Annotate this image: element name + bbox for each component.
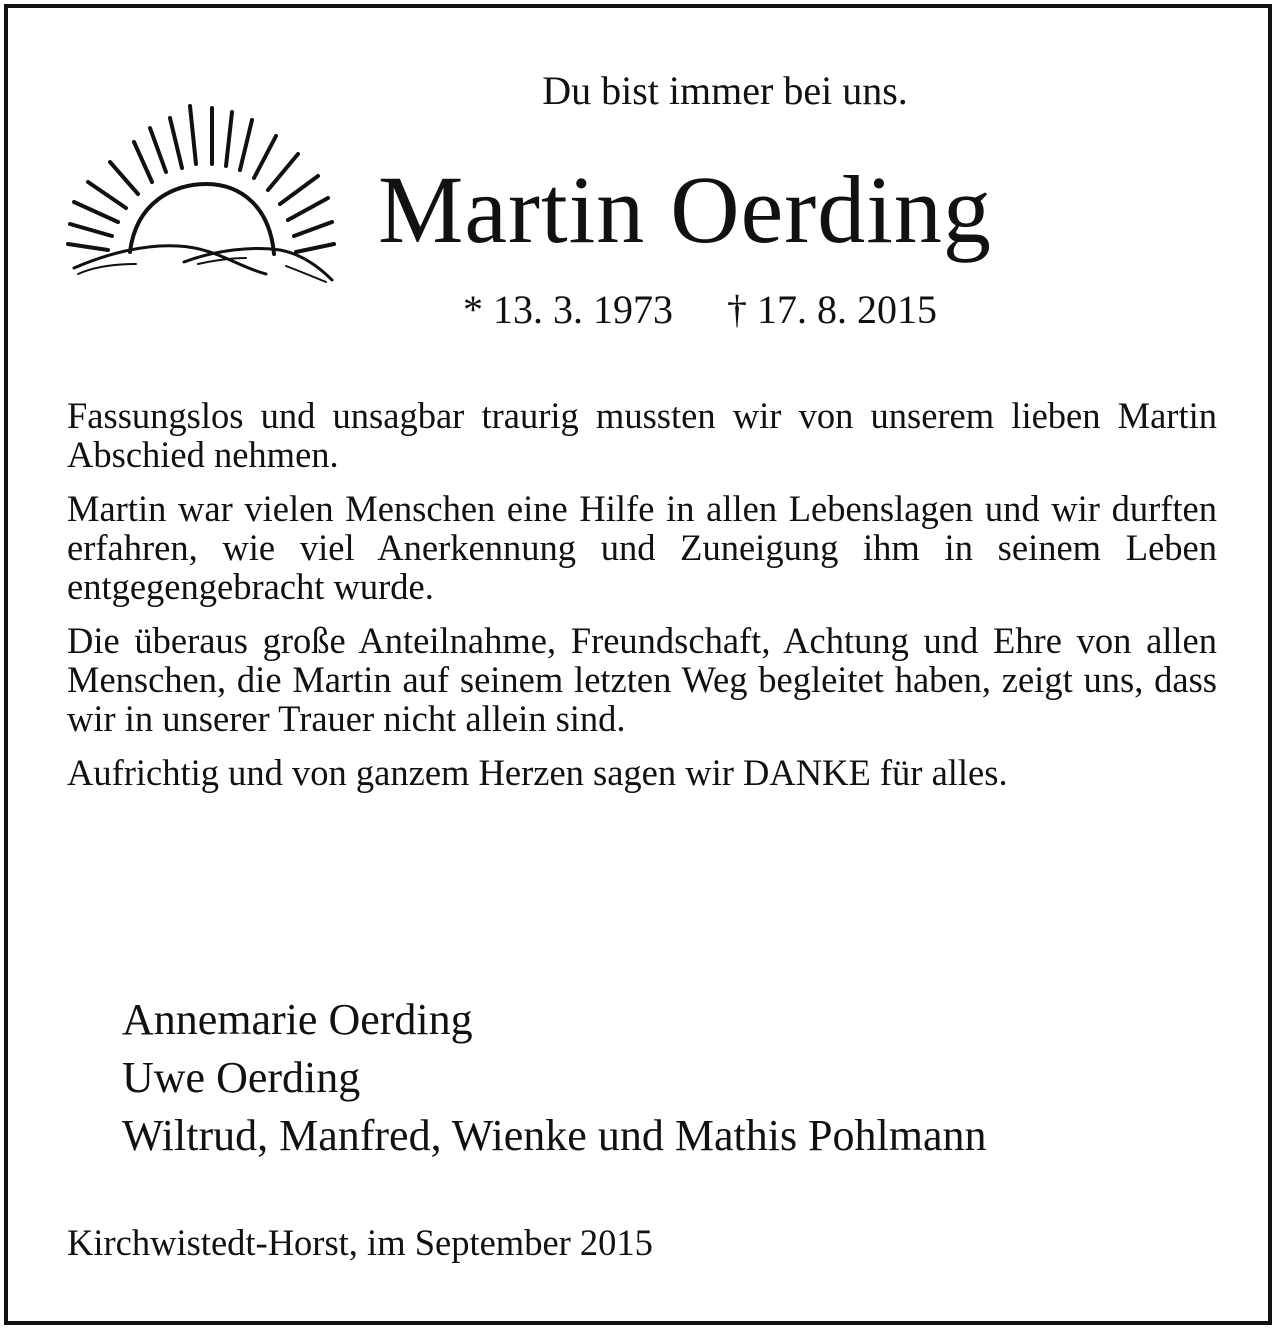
deceased-name: Martin Oerding	[378, 156, 992, 263]
paragraph: Die überaus große Anteilnahme, Freundschaft, Achtung und Ehre von allen Menschen, die Martin auf seinem letzten Weg begleitet haben, zeigt uns, dass wir in unserer Trauer nicht allein sind.	[67, 620, 1217, 739]
birth-date: * 13. 3. 1973	[463, 287, 673, 332]
rising-sun-icon	[66, 104, 338, 288]
place-and-date: Kirchwistedt-Horst, im September 2015	[67, 1222, 653, 1263]
life-dates	[463, 287, 937, 333]
motto: Du bist immer bei uns.	[542, 68, 908, 113]
family-signatures	[122, 991, 987, 1165]
family-member: Annemarie Oerding	[122, 995, 473, 1044]
death-date: † 17. 8. 2015	[727, 287, 937, 332]
family-member: Wiltrud, Manfred, Wienke und Mathis Pohlmann	[122, 1111, 987, 1160]
paragraph: Aufrichtig und von ganzem Herzen sagen wir DANKE für alles.	[67, 752, 1008, 793]
notice-body	[67, 396, 1217, 807]
paragraph: Martin war vielen Menschen eine Hilfe in allen Lebenslagen und wir durften erfahren, wie viel Anerkennung und Zuneigung ihm in seinem Leben entgegengebracht wurde.	[67, 488, 1217, 607]
family-member: Uwe Oerding	[122, 1053, 361, 1102]
paragraph: Fassungslos und unsagbar traurig mussten wir von unserem lieben Martin Abschied nehmen.	[67, 395, 1217, 475]
